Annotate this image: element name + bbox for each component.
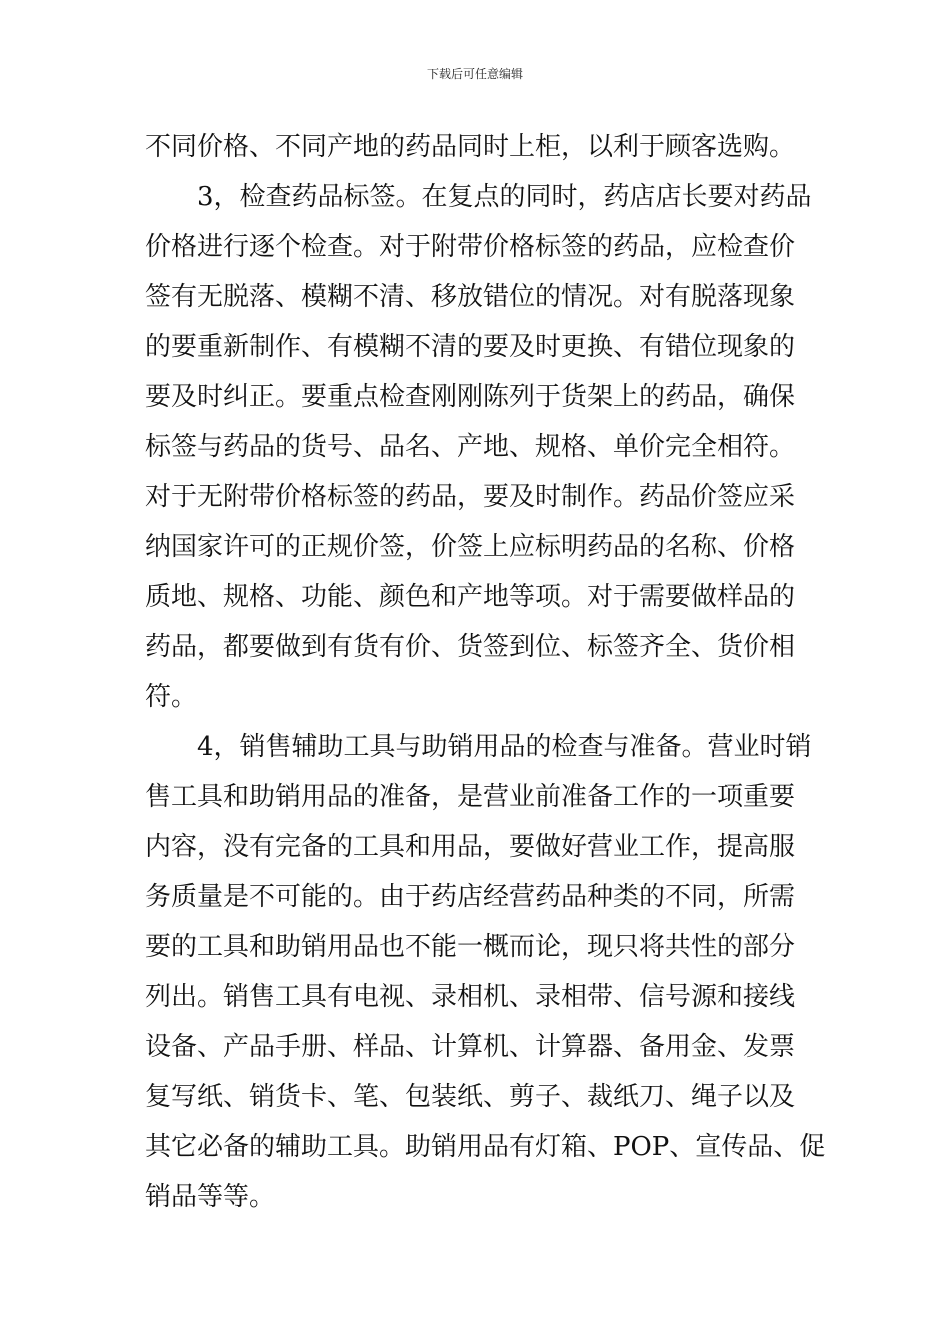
text-line: 列出。销售工具有电视、录相机、录相带、信号源和接线 bbox=[145, 982, 796, 1012]
text-line: 标签与药品的货号、品名、产地、规格、单价完全相符。 bbox=[145, 432, 796, 462]
text-line: 销品等等。 bbox=[145, 1182, 276, 1212]
text-line: 内容，没有完备的工具和用品，要做好营业工作，提高服 bbox=[145, 832, 796, 862]
text-line: 对于无附带价格标签的药品，要及时制作。药品价签应采 bbox=[145, 482, 796, 512]
text-line: 复写纸、销货卡、笔、包装纸、剪子、裁纸刀、绳子以及 bbox=[145, 1082, 796, 1112]
text-line: 其它必备的辅助工具。助销用品有灯箱、POP、宣传品、促 bbox=[145, 1132, 826, 1162]
text-line: 务质量是不可能的。由于药店经营药品种类的不同，所需 bbox=[145, 882, 796, 912]
text-line: 质地、规格、功能、颜色和产地等项。对于需要做样品的 bbox=[145, 582, 796, 612]
page-header: 下载后可任意编辑 bbox=[426, 67, 523, 81]
text-line: 符。 bbox=[145, 682, 198, 712]
text-line: 要及时纠正。要重点检查刚刚陈列于货架上的药品，确保 bbox=[145, 382, 796, 412]
text-line: 3，检查药品标签。在复点的同时，药店店长要对药品 bbox=[145, 182, 812, 212]
text-line: 要的工具和助销用品也不能一概而论，现只将共性的部分 bbox=[145, 932, 796, 962]
text-line: 4，销售辅助工具与助销用品的检查与准备。营业时销 bbox=[145, 732, 812, 762]
body-text bbox=[145, 122, 826, 1222]
text-line: 签有无脱落、模糊不清、移放错位的情况。对有脱落现象 bbox=[145, 282, 796, 312]
text-line: 价格进行逐个检查。对于附带价格标签的药品，应检查价 bbox=[145, 232, 796, 262]
text-line: 药品，都要做到有货有价、货签到位、标签齐全、货价相 bbox=[145, 632, 796, 662]
text-line: 设备、产品手册、样品、计算机、计算器、备用金、发票 bbox=[145, 1032, 796, 1062]
text-line: 不同价格、不同产地的药品同时上柜，以利于顾客选购。 bbox=[145, 132, 796, 162]
text-line: 售工具和助销用品的准备，是营业前准备工作的一项重要 bbox=[145, 782, 796, 812]
text-line: 纳国家许可的正规价签，价签上应标明药品的名称、价格 bbox=[145, 532, 796, 562]
text-line: 的要重新制作、有模糊不清的要及时更换、有错位现象的 bbox=[145, 332, 796, 362]
